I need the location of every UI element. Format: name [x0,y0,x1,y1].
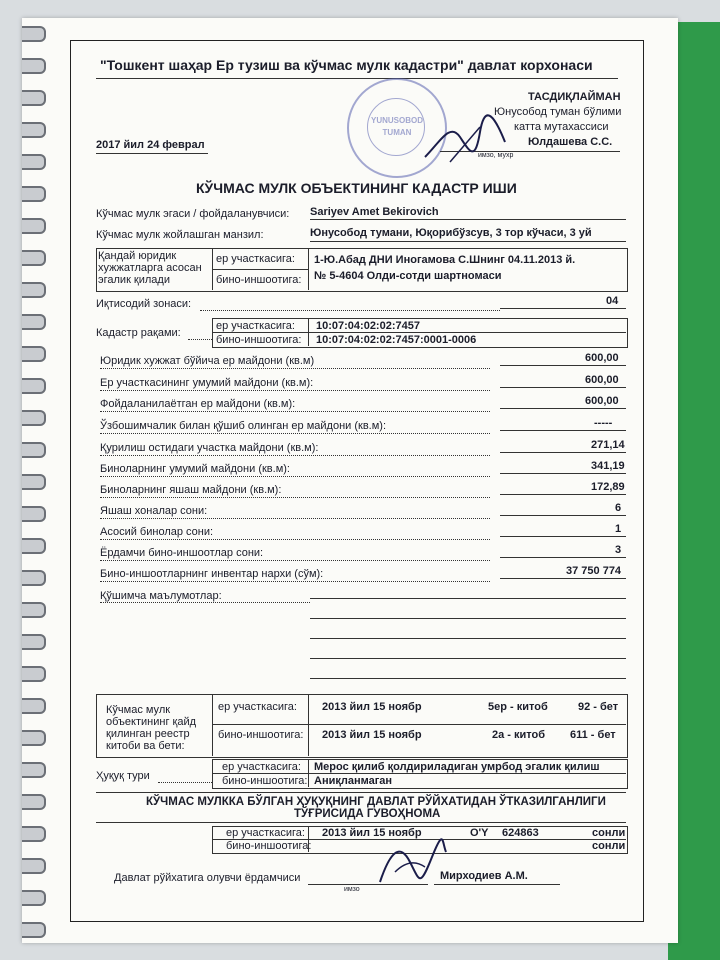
registry-land-book: 5ер - китоб [488,701,548,713]
official-stamp: YUNUSOBOD TUMAN [347,78,447,178]
certificate-number: 624863 [502,827,539,839]
owner-label: Кўчмас мулк эгаси / фойдаланувчиси: [96,208,290,220]
registry-building-date: 2013 йил 15 ноябр [322,729,422,741]
row-construction-value: 271,14 [591,439,625,451]
address-label: Кўчмас мулк жойлашган манзил: [96,229,264,241]
row-total-land-value: 600,00 [585,374,619,386]
row-building-total-value: 341,19 [591,460,625,472]
additional-info-label: Қўшимча маълумотлар: [100,590,222,602]
registry-land-date: 2013 йил 15 ноябр [322,701,422,713]
registry-building-page: 611 - бет [570,729,616,741]
registry-land-page: 92 - бет [578,701,619,713]
cadastre-building-value: 10:07:04:02:02:7457:0001-0006 [316,334,477,346]
cadastre-building-label: бино-иншоотига: [216,334,302,346]
registry-building-label: бино-иншоотига: [218,729,304,741]
row-rooms-value: 6 [615,502,622,514]
assistant-caption: имзо [344,886,360,893]
approval-signature [420,112,510,172]
row-aux-buildings-label: Ёрдамчи бино-иншоотлар сони: [100,547,264,559]
certificate-building-label: бино-иншоотига: [226,840,312,852]
certificate-title2: ТЎҒРИСИДА ГУВОҲНОМА [294,808,441,820]
legal-docs-land-label: ер участкасига: [216,253,295,265]
legal-docs-label3: эгалик қилади [98,274,170,286]
legal-docs-building-label: бино-иншоотига: [216,274,302,286]
right-type-land-value: Мерос қилиб қолдириладиган умрбод эгалик қилиш [314,761,600,773]
row-aux-buildings-value: 3 [615,544,622,556]
right-type-label: Ҳуқуқ тури [96,770,150,782]
row-living-area-label: Биноларнинг яшаш майдони (кв.м): [100,484,282,496]
assistant-signature [370,832,450,892]
legal-docs-label1: Қандай юридик [98,250,177,262]
document-date: 2017 йил 24 феврал [96,139,205,151]
row-building-total-label: Биноларнинг умумий майдони (кв.м): [100,463,290,475]
row-construction-label: Қурилиш остидаги участка майдони (кв.м): [100,442,319,454]
legal-docs-value2: № 5-4604 Олди-сотди шартномаси [314,270,502,282]
right-type-land-label: ер участкасига: [222,761,301,773]
cadastre-land-label: ер участкасига: [216,320,295,332]
assistant-name: Мирходиев А.М. [440,870,528,882]
certificate-series: O'Y [470,827,489,839]
row-unauthorized-label: Ўзбошимчалик билан қўшиб олинган ер майдони (кв.м): [100,420,387,432]
organization-title: "Тошкент шаҳар Ер тузиш ва кўчмас мулк кадастри" давлат корхонаси [100,57,593,73]
form-frame [70,40,644,922]
certificate-title1: КЎЧМАС МУЛККА БЎЛГАН ҲУҚУҚНИНГ ДАВЛАТ РЎЙХАТИДАН ЎТКАЗИЛГАНЛИГИ [146,796,606,808]
row-inventory-price-label: Бино-иншоотларнинг инвентар нархи (сўм): [100,568,324,580]
certificate-land-date: 2013 йил 15 ноябр [322,827,422,839]
row-legal-area-label: Юридик хужжат бўйича ер майдони (кв.м) [100,355,315,367]
legal-docs-label2: хужжатларга асосан [98,262,202,274]
registry-label3: қилинган реестр [106,728,190,740]
assistant-label: Давлат рўйхатига олувчи ёрдамчиси [114,872,301,884]
row-unauthorized-value: ----- [594,417,613,429]
row-rooms-label: Яшаш хоналар сони: [100,505,208,517]
registry-building-book: 2а - китоб [492,729,546,741]
registry-label4: китоби ва бети: [106,740,185,752]
approval-name: Юлдашева С.С. [528,136,613,148]
approval-line2: катта мутахассиси [514,121,609,133]
row-total-land-label: Ер участкасининг умумий майдони (кв.м): [100,377,314,389]
certificate-land-label: ер участкасига: [226,827,305,839]
row-inventory-price-value: 37 750 774 [566,565,622,577]
right-type-building-label: бино-иншоотига: [222,775,308,787]
row-main-buildings-label: Асосий бинолар сони: [100,526,214,538]
row-legal-area-value: 600,00 [585,352,619,364]
registry-label2: объектининг қайд [106,716,197,728]
row-living-area-value: 172,89 [591,481,625,493]
economic-zone-value: 04 [606,295,619,307]
cadastre-label: Кадастр рақами: [96,327,181,339]
certificate-land-suffix: сонли [592,827,626,839]
approval-caption: имзо, мухр [478,152,514,159]
address-value: Юнусобод тумани, Юқорибўзсув, 3 тор кўчаси, 3 уй [310,227,592,239]
approval-title: ТАСДИҚЛАЙМАН [528,91,621,103]
owner-value: Sariyev Amet Bekirovich [310,206,439,218]
approval-line1: Юнусобод туман бўлими [494,106,622,118]
row-used-land-label: Фойдаланилаётган ер майдони (кв.м): [100,398,296,410]
economic-zone-label: Иқтисодий зонаси: [96,298,192,310]
row-used-land-value: 600,00 [585,395,619,407]
certificate-building-suffix: сонли [592,840,626,852]
cadastre-land-value: 10:07:04:02:02:7457 [316,320,420,332]
document-title: КЎЧМАС МУЛК ОБЪЕКТИНИНГ КАДАСТР ИШИ [196,180,517,196]
legal-docs-value1: 1-Ю.Абад ДНИ Иногамова С.Шнинг 04.11.2013 й. [314,254,576,266]
right-type-building-value: Аниқланмаган [314,775,393,787]
registry-label1: Кўчмас мулк [106,704,171,716]
row-main-buildings-value: 1 [615,523,622,535]
registry-land-label: ер участкасига: [218,701,297,713]
